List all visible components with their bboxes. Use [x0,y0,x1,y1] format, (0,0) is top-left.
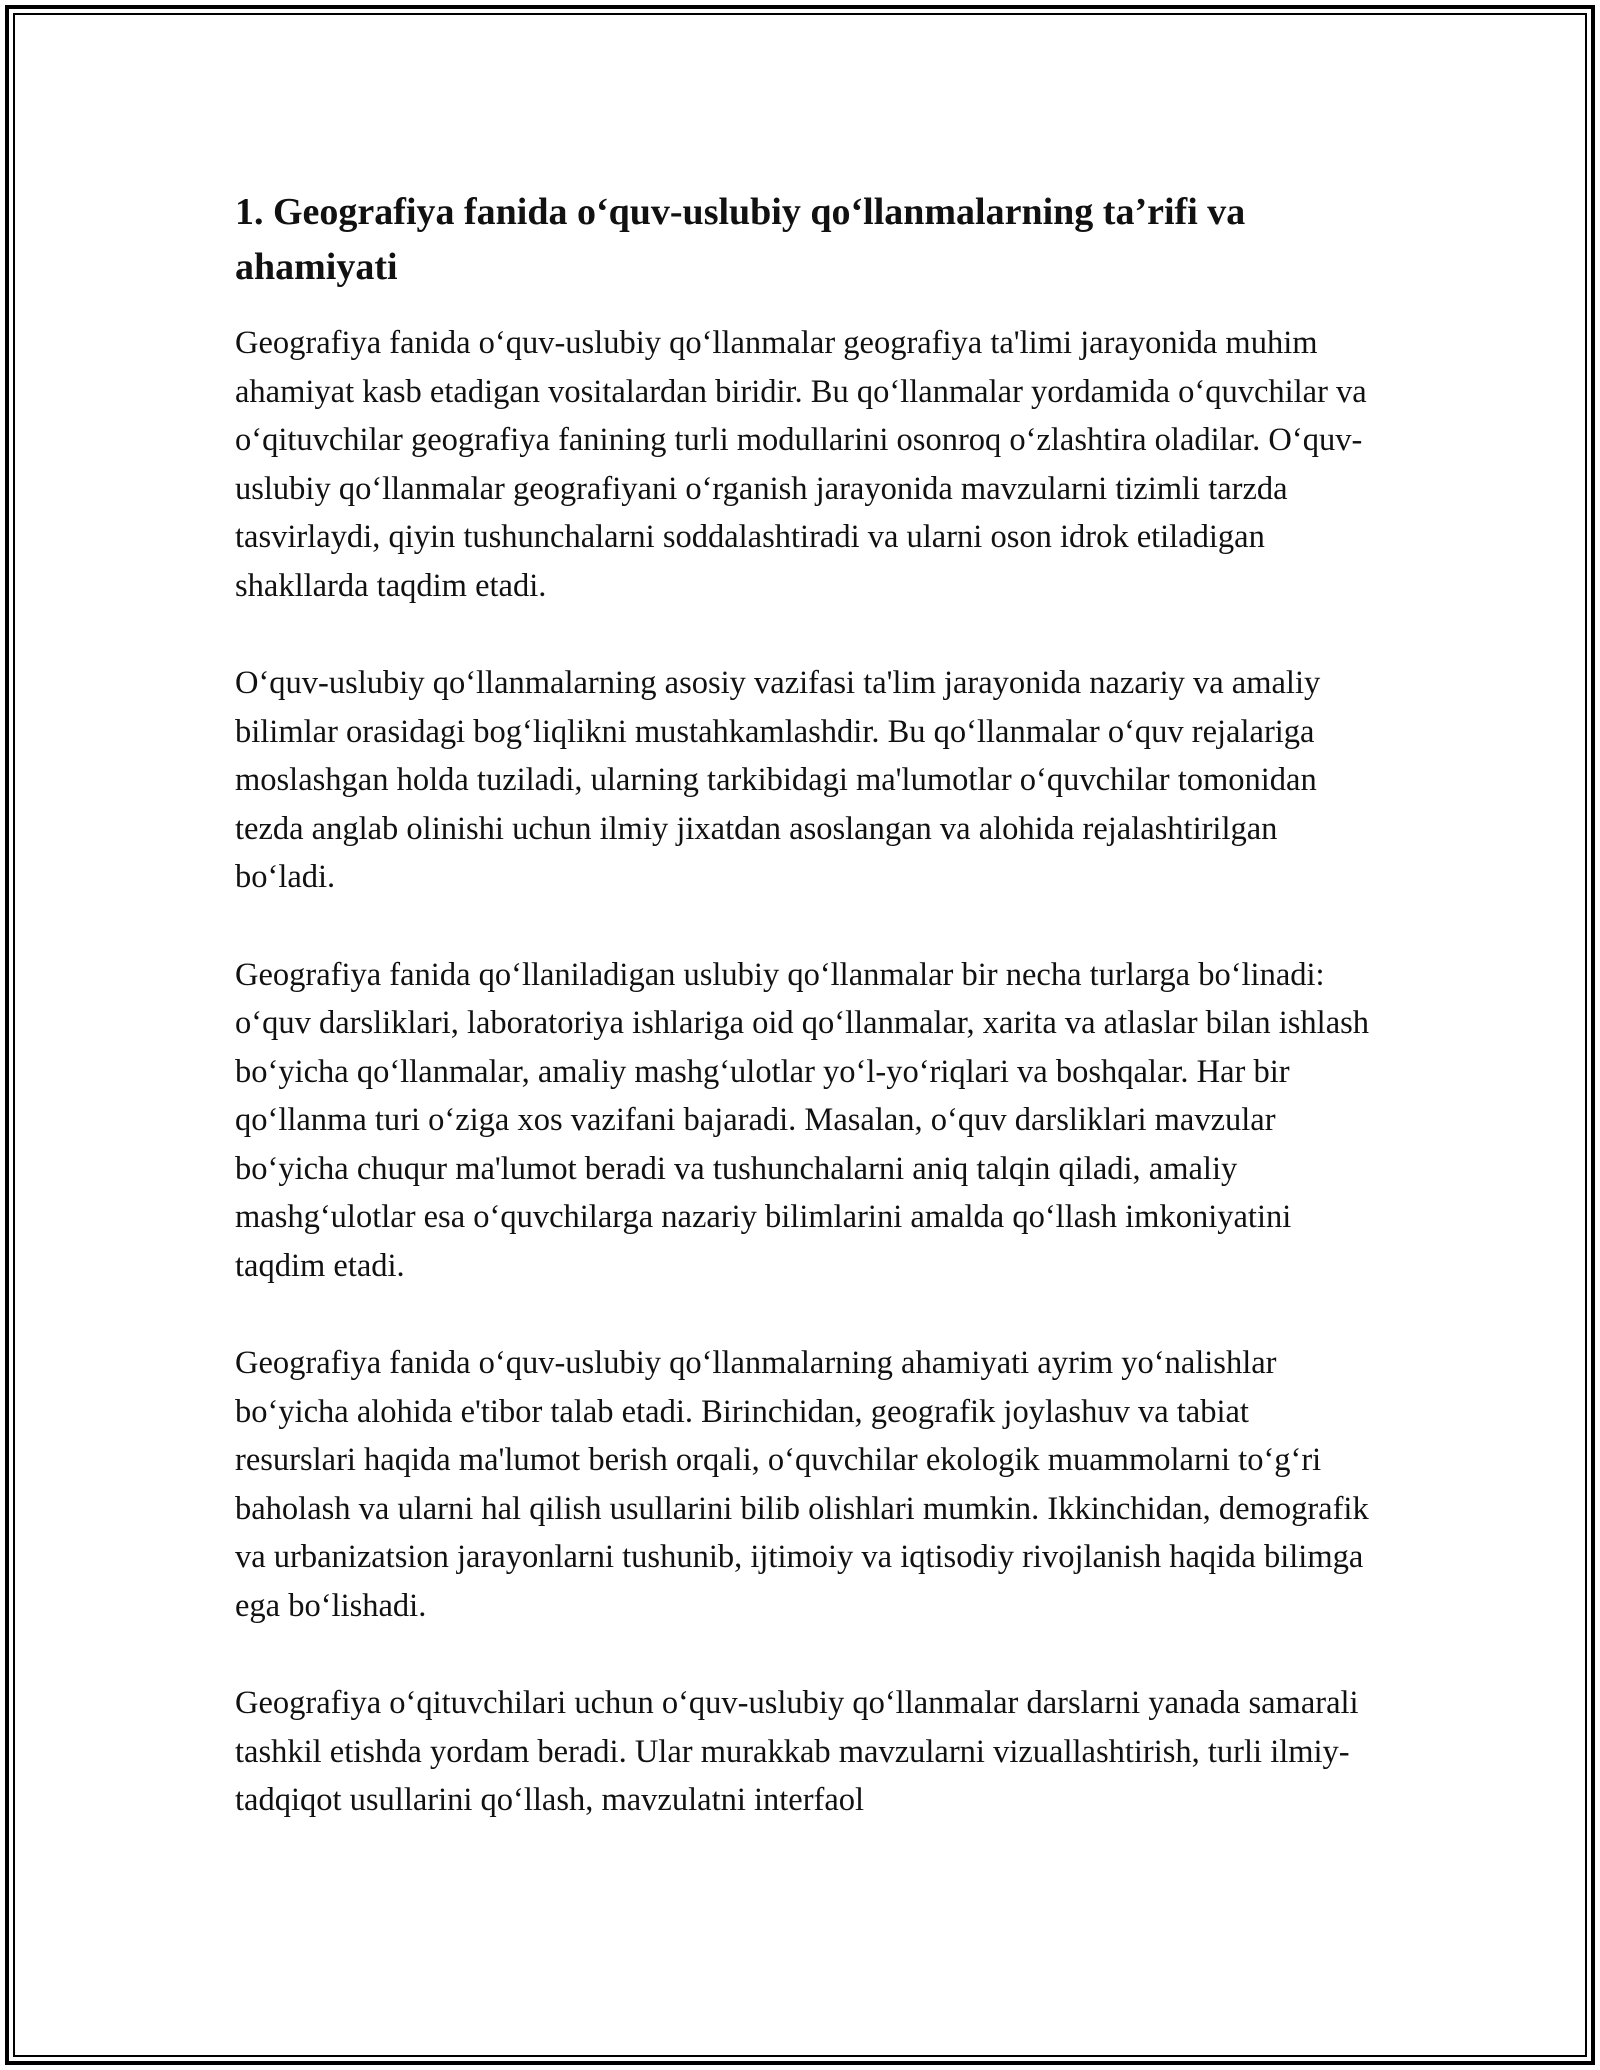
paragraph-2: O‘quv-uslubiy qo‘llanmalarning asosiy vazifasi ta'lim jarayonida nazariy va amaliy bilimlar orasidagi bog‘liqlikni mustahkamlashdir. Bu qo‘llanmalar o‘quv rejalariga moslashgan holda tuziladi, ularning tarkibidagi ma'lumotlar o‘quvchilar tomonidan tezda anglab olinishi uchun ilmiy jixatdan asoslangan va alohida rejalashtirilgan bo‘ladi. [235,665,1321,895]
paragraph-3: Geografiya fanida qo‘llaniladigan uslubiy qo‘llanmalar bir necha turlarga bo‘linadi: o‘quv darsliklari, laboratoriya ishlariga oid qo‘llanmalar, xarita va atlaslar bilan ishlash bo‘yicha qo‘llanmalar, amaliy mashg‘ulotlar yo‘l-yo‘riqlari va boshqalar. Har bir qo‘llanma turi o‘ziga xos vazifani bajaradi. Masalan, o‘quv darsliklari mavzular bo‘yicha chuqur ma'lumot beradi va tushunchalarni aniq talqin qiladi, amaliy mashg‘ulotlar esa o‘quvchilarga nazariy bilimlarini amalda qo‘llash imkoniyatini taqdim etadi. [235,956,1370,1284]
paragraph-1: Geografiya fanida o‘quv-uslubiy qo‘llanmalar geografiya ta'limi jarayonida muhim ahamiyat kasb etadigan vositalardan biridir. Bu qo‘llanmalar yordamida o‘quvchilar va o‘qituvchilar geografiya fanining turli modullarini osonroq o‘zlashtira oladilar. O‘quv-uslubiy qo‘llanmalar geografiyani o‘rganish jarayonida mavzularni tizimli tarzda tasvirlaydi, qiyin tushunchalarni soddalashtiradi va ularni oson idrok etiladigan shakllarda taqdim etadi. [235,325,1367,604]
document-body [235,185,1375,1874]
section-heading: 1. Geografiya fanida o‘quv-uslubiy qo‘llanmalarning ta’rifi va ahamiyati [235,191,1246,288]
paragraph-4: Geografiya fanida o‘quv-uslubiy qo‘llanmalarning ahamiyati ayrim yo‘nalishlar bo‘yicha alohida e'tibor talab etadi. Birinchidan, geografik joylashuv va tabiat resurslari haqida ma'lumot berish orqali, o‘quvchilar ekologik muammolarni to‘g‘ri baholash va ularni hal qilish usullarini bilib olishlari mumkin. Ikkinchidan, demografik va urbanizatsion jarayonlarni tushunib, ijtimoiy va iqtisodiy rivojlanish haqida bilimga ega bo‘lishadi. [235,1345,1369,1624]
paragraph-5: Geografiya o‘qituvchilari uchun o‘quv-uslubiy qo‘llanmalar darslarni yanada samarali tashkil etishda yordam beradi. Ular murakkab mavzularni vizuallashtirish, turli ilmiy-tadqiqot usullarini qo‘llash, mavzulatni interfaol [235,1685,1359,1818]
